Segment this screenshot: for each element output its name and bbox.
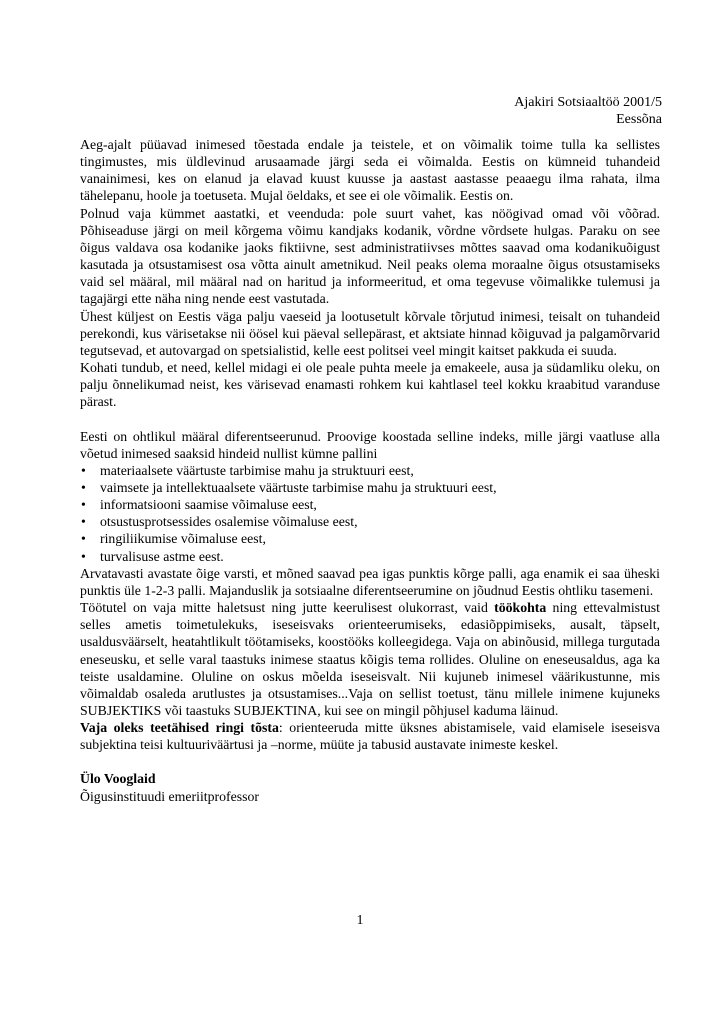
paragraph-8-text: : orienteeruda mitte üksnes abistamisele, vaid elamisele iseseisva subjektina teisi kultuuriväärtusi ja –norme, müüte ja tabusid austavate inimeste keskel. <box>80 720 661 753</box>
paragraph-spacer <box>80 411 660 428</box>
paragraph-3: Ühest küljest on Eestis väga palju vaeseid ja lootusetult kõrvale tõrjutud inimesi, teisalt on tuhandeid perekondi, kus värisetakse nii öösel kui päeval sellepärast, et aktsiate hinnad kõiguvad ja palgamõrvarid tegutsevad, et autovargad on spetsialistid, kelle eest politsei veel mingit kaitset pakkuda ei suuda. <box>80 308 660 358</box>
list-item: • turvalisuse astme eest. <box>80 548 660 565</box>
list-item: • informatsiooni saamise võimaluse eest, <box>80 496 660 513</box>
document-body <box>80 136 660 805</box>
criteria-list <box>80 462 660 565</box>
paragraph-8-emphasis: Vaja oleks teetähised ringi tõsta <box>80 720 279 736</box>
list-item: • vaimsete ja intellektuaalsete väärtuste tarbimise mahu ja struktuuri eest, <box>80 479 660 496</box>
paragraph-7 <box>80 599 660 719</box>
author-title: Õigusinstituudi emeriitprofessor <box>80 788 259 804</box>
paragraph-6: Arvatavasti avastate õige varsti, et mõned saavad pea igas punktis kõrge palli, aga enamik ei saa üheski punktis üle 1-2-3 palli. Majanduslik ja sotsiaalne diferentseerumine on jõudnud Eestis ohtliku tasemeni. <box>80 565 660 598</box>
journal-reference: Ajakiri Sotsiaaltöö 2001/5 <box>514 95 662 110</box>
section-label: Eessõna <box>616 112 662 127</box>
author-name: Ülo Vooglaid <box>80 771 156 787</box>
paragraph-7-text-b: ning ettevalmistust selles ametis toimetulekuks, iseseisvaks orienteerumiseks, edasiõppimiseks, ausalt, täpselt, usaldusväärselt, heatahtlikult töötamiseks, koostööks kolleegidega. Vaja on abinõusid, millega turgutada eneseusku, et selle varal taastuks inimese staatus kõigis tema rollides. Oluline on eneseusaldus, aga ka teiste usaldamine. Oluline on oskus mõelda iseseisvalt. Nii kujuneb inimesel väärikustunne, mis võimaldab osaleda arutlustes ja otsustamises...Vaja on sellist toetust, tänu millele inimene kujuneks SUBJEKTIKS või taastuks SUBJEKTINA, kui see on mingil põhjusel kaduma läinud. <box>80 600 660 718</box>
paragraph-2: Polnud vaja kümmet aastatki, et veenduda: pole suurt vahet, kas nöögivad omad või võõrad. Põhiseaduse järgi on meil kõrgema võimu kandjaks kodanik, võrdne võrdsete hulgas. Paraku on see õigus valdava osa kodanike jaoks fiktiivne, sest administratiivses mõttes saavad oma kodanikuõigust kasutada ja otsustamisest osa võtta ainult ametnikud. Neil peaks olema moraalne õigus otsustamiseks vaid sel määral, mil määral nad on haritud ja informeeritud, et oma tegevuse võimalikke tulemusi ja tagajärgi ette näha ning nende eest vastutada. <box>80 205 660 307</box>
page-number: 1 <box>356 913 364 928</box>
document-header <box>514 94 662 128</box>
list-item: • materiaalsete väärtuste tarbimise mahu ja struktuuri eest, <box>80 462 660 479</box>
signature-block <box>80 770 660 804</box>
paragraph-1: Aeg-ajalt püüavad inimesed tõestada endale ja teistele, et on võimalik toime tulla ka sellistes tingimustes, mis üldlevinud arusaamade järgi seda ei võimalda. Eestis on kümneid tuhandeid vanainimesi, kes on elanud ja elavad kuust kuusse ja aastast aastasse peaaegu ilma rahata, ilma tähelepanu, hoole ja toetuseta. Mujal öeldaks, et see ei ole võimalik. Eestis on. <box>80 137 660 204</box>
paragraph-7-text-a: Töötutel on vaja mitte haletsust ning jutte keerulisest olukorrast, vaid <box>80 600 495 616</box>
paragraph-8 <box>80 719 660 753</box>
list-item: • ringiliikumise võimaluse eest, <box>80 530 660 547</box>
paragraph-5: Eesti on ohtlikul määral diferentseerunud. Proovige koostada selline indeks, mille järgi vaatluse alla võetud inimesed saaksid hindeid nullist kümne pallini <box>80 428 660 461</box>
paragraph-7-emphasis: töökohta <box>494 600 547 616</box>
paragraph-4: Kohati tundub, et need, kellel midagi ei ole peale puhta meele ja emakeele, ausa ja südamliku oleku, on palju õnnelikumad neist, kes värisevad enamasti rohkem kui kahtlasel teel kokku kraabitud varanduse pärast. <box>80 360 660 410</box>
list-item: • otsustusprotsessides osalemise võimaluse eest, <box>80 513 660 530</box>
